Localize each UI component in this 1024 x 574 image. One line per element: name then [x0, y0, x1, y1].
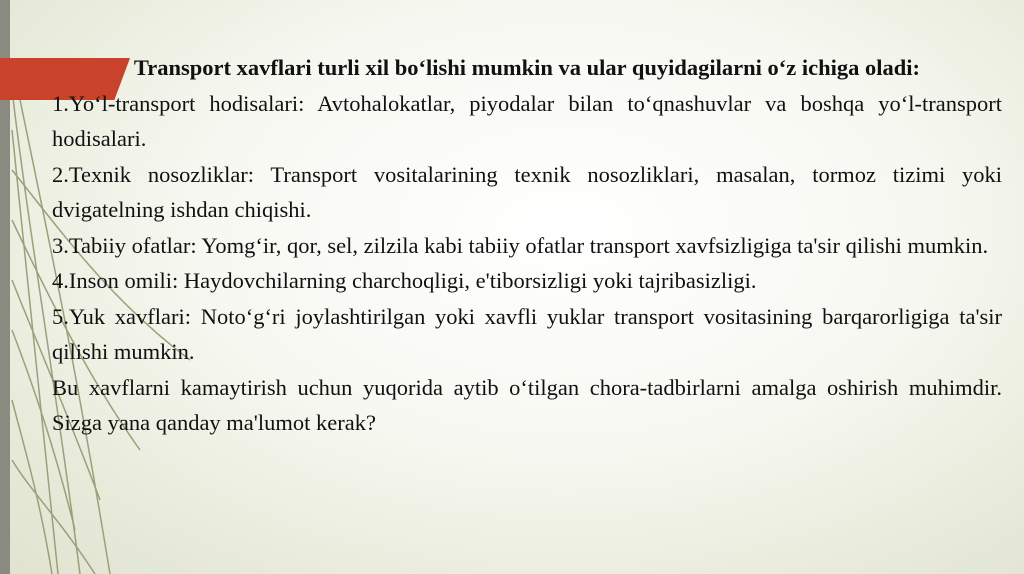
paragraph-5: 5.Yuk xavflari: Noto‘g‘ri joylashtirilgan yoki xavfli yuklar transport vositasining barqarorligiga ta'sir qilishi mumkin.	[52, 303, 1002, 364]
slide-heading: Transport xavflari turli xil bo‘lishi mumkin va ular quyidagilarni o‘z ichiga oladi:	[133, 55, 921, 80]
paragraph-4: 4.Inson omili: Haydovchilarning charchoqligi, e'tiborsizligi yoki tajribasizligi.	[52, 268, 757, 293]
paragraph-3: 3.Tabiiy ofatlar: Yomg‘ir, qor, sel, zilzila kabi tabiiy ofatlar transport xavfsizligiga ta'sir qilishi mumkin.	[52, 232, 989, 258]
paragraph-conclusion: Bu xavflarni kamaytirish uchun yuqorida aytib o‘tilgan chora-tadbirlarni amalga oshirish muhimdir. Sizga yana qanday ma'lumot kerak?	[52, 374, 1002, 435]
slide-content	[52, 50, 1002, 441]
paragraph-2: 2.Texnik nosozliklar: Transport vositalarining texnik nosozliklari, masalan, tormoz tizimi yoki dvigatelning ishdan chiqishi.	[52, 161, 1002, 222]
paragraph-1: 1.Yo‘l-transport hodisalari: Avtohalokatlar, piyodalar bilan to‘qnashuvlar va boshqa yo‘l-transport hodisalari.	[52, 90, 1002, 151]
